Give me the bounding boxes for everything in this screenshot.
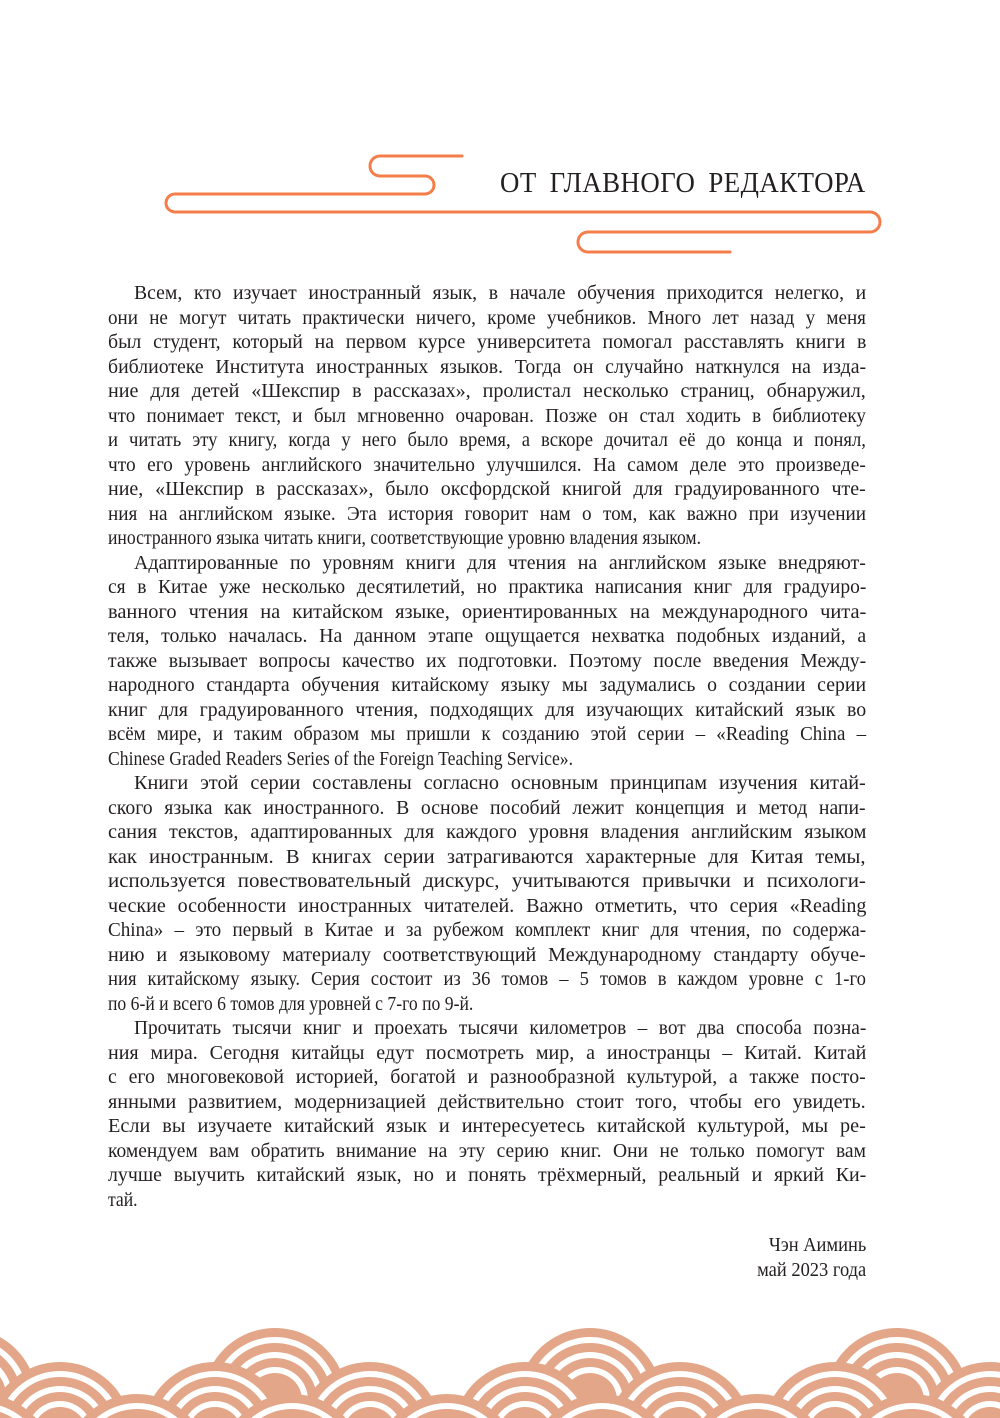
signature-date: май 2023 года — [756, 1259, 866, 1281]
text-line: ния мира. Сегодня китайцы едут посмотреть мир, а иностранцы – Китай. Китай — [108, 1041, 867, 1064]
text-line: теля, только началась. На данном этапе ощущается нехватка подобных изданий, а — [108, 625, 867, 647]
text-line: комендуем вам обратить внимание на эту серию книг. Они не только помогут вам — [108, 1139, 866, 1162]
text-line: иностранного языка читать книги, соответствующие уровню владения языком. — [108, 527, 702, 549]
text-line: используется повествовательный дискурс, учитываются привычки и психологи- — [108, 870, 866, 892]
text-line: и читать эту книгу, когда у него было время, а вскоре дочитал её до конца и понял, — [108, 429, 866, 451]
text-line: Прочитать тысячи книг и проехать тысячи километров – вот два способа позна- — [134, 1017, 867, 1039]
text-line: ского языка как иностранного. В основе пособий лежит концепция и метод напи- — [108, 796, 866, 819]
text-line: Chinese Graded Readers Series of the Foreign Teaching Service». — [108, 747, 574, 770]
signature-author: Чэн Аиминь — [768, 1234, 866, 1256]
text-line: был студент, который на первом курсе университета помогал расставлять книги в — [108, 331, 867, 353]
text-line: они не могут читать практически ничего, кроме учебников. Много лет назад у меня — [108, 306, 866, 329]
text-line: книг для градуированного чтения, подходящих для изучающих китайский язык во — [108, 698, 867, 721]
text-line: сания текстов, адаптированных для каждого уровня владения английским языком — [108, 821, 867, 843]
text-line: что понимает текст, и был мгновенно очарован. Позже он стал ходить в библиотеку — [108, 404, 866, 427]
header-ornament-lines — [0, 0, 1000, 280]
text-line: Если вы изучаете китайский язык и интересуетесь китайской культурой, мы ре- — [108, 1115, 866, 1137]
text-line: ния на английском языке. Эта история говорит нам о том, как важно при изучении — [108, 502, 867, 525]
text-line: что его уровень английского значительно улучшился. На самом деле это произведе- — [108, 453, 866, 476]
text-line: ся в Китае уже несколько десятилетий, но практика написания книг для градуиро- — [108, 576, 867, 598]
text-line: лучше выучить китайский язык, но и понять трёхмерный, реальный и яркий Ки- — [108, 1164, 867, 1186]
text-line: Книги этой серии составлены согласно основным принципам изучения китай- — [134, 772, 866, 794]
text-line: янными развитием, модернизацией действительно стоит того, чтобы его увидеть. — [108, 1090, 866, 1113]
text-line: ние для детей «Шекспир в рассказах», пролистал несколько страниц, обнаружил, — [108, 380, 866, 402]
page-title: ОТ ГЛАВНОГО РЕДАКТОРА — [500, 168, 866, 199]
text-line: ческие особенности иностранных читателей. Важно отметить, что серия «Reading — [108, 894, 867, 917]
text-line: ванного чтения на китайском языке, ориентированных на международного чита- — [108, 600, 867, 623]
text-line: Всем, кто изучает иностранный язык, в начале обучения приходится нелегко, и — [134, 282, 867, 304]
text-line: с его многовековой историей, богатой и разнообразной культурой, а также посто- — [108, 1066, 866, 1088]
text-line: библиотеке Института иностранных языков. Тогда он случайно наткнулся на изда- — [108, 355, 867, 378]
text-line: ние, «Шекспир в рассказах», было оксфордской книгой для градуированного чте- — [108, 478, 866, 500]
text-line: Адаптированные по уровням книги для чтения на английском языке внедряют- — [134, 551, 866, 574]
text-line: ния китайскому языку. Серия состоит из 36 томов – 5 томов в каждом уровне с 1-го — [108, 968, 866, 990]
text-line: China» – это первый в Китае и за рубежом комплект книг для чтения, по содержа- — [108, 919, 867, 941]
text-line: также вызывает вопросы качество их подготовки. Поэтому после введения Между- — [108, 649, 867, 672]
text-line: народного стандарта обучения китайскому языку мы задумались о создании серии — [108, 674, 867, 696]
text-line: по 6-й и всего 6 томов для уровней с 7-го по 9-й. — [108, 992, 474, 1015]
wave-pattern-decoration — [0, 1300, 1000, 1418]
text-line: тай. — [108, 1188, 138, 1211]
text-line: нию и языковому материалу соответствующий Международному стандарту обуче- — [108, 943, 866, 966]
text-line: как иностранным. В книгах серии затрагиваются характерные для Китая темы, — [108, 845, 866, 868]
text-line: всём мире, и таким образом мы пришли к созданию этой серии – «Reading China – — [108, 723, 867, 745]
